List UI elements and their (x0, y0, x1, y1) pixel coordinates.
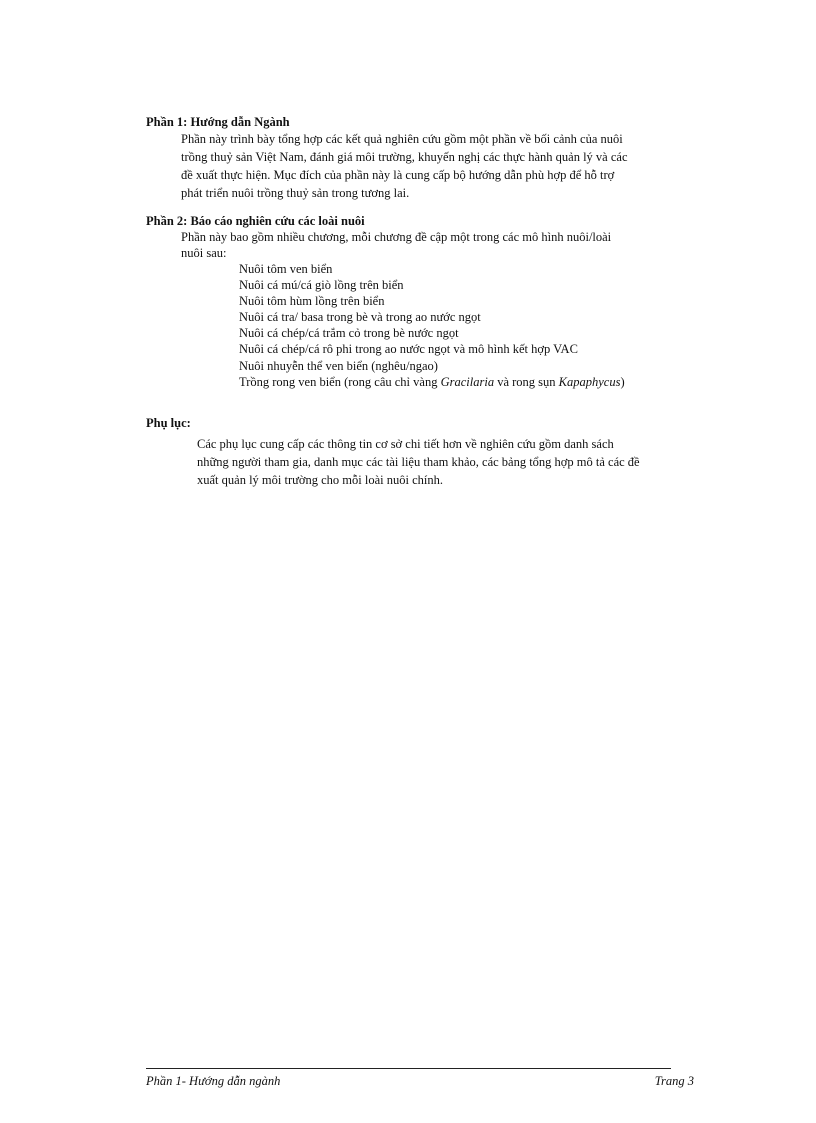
appendix-line: xuất quản lý môi trường cho mỗi loài nuôi chính. (197, 473, 443, 487)
section-part1 (146, 115, 706, 202)
list-item-seaweed (239, 374, 706, 390)
part2-intro (181, 229, 706, 261)
appendix-heading: Phụ lục: (146, 416, 191, 430)
list-item: Nuôi tôm hùm lồng trên biển (239, 294, 385, 309)
footer-section-title: Phần 1- Hướng dẫn ngành (146, 1074, 281, 1088)
list-item: Nuôi cá chép/cá trắm cỏ trong bè nước ngọt (239, 326, 459, 341)
list-item: Nuôi cá tra/ basa trong bè và trong ao nước ngọt (239, 310, 481, 325)
list-item: Nuôi cá chép/cá rô phi trong ao nước ngọt và mô hình kết hợp VAC (239, 342, 578, 357)
part1-line: đề xuất thực hiện. Mục đích của phần này là cung cấp bộ hướng dẫn phù hợp để hỗ trợ (181, 168, 615, 182)
part1-paragraph (181, 130, 706, 202)
appendix-line: Các phụ lục cung cấp các thông tin cơ sở chi tiết hơn về nghiên cứu gồm danh sách (197, 437, 614, 451)
seaweed-middle: và rong sụn (494, 374, 559, 389)
page-number: Trang 3 (654, 1074, 694, 1088)
part1-line: phát triển nuôi trồng thuỷ sản trong tương lai. (181, 186, 410, 200)
list-item: Nuôi cá mú/cá giò lồng trên biển (239, 278, 404, 293)
part1-line: trồng thuỷ sản Việt Nam, đánh giá môi trường, khuyến nghị các thực hành quản lý và các (181, 150, 628, 164)
part2-intro-line: Phần này bao gồm nhiều chương, mỗi chương đề cập một trong các mô hình nuôi/loài (181, 230, 612, 244)
seaweed-prefix: Trồng rong ven biển (rong câu chỉ vàng (239, 374, 441, 389)
list-item: Nuôi tôm ven biển (239, 262, 333, 276)
seaweed-suffix: ) (620, 374, 625, 389)
appendix-line: những người tham gia, danh mục các tài liệu tham khảo, các bảng tổng hợp mô tả các đề (197, 455, 640, 469)
part2-heading: Phần 2: Báo cáo nghiên cứu các loài nuôi (146, 214, 365, 228)
footer-divider (146, 1068, 671, 1069)
species-gracilaria: Gracilaria (440, 374, 495, 389)
species-kapaphycus: Kapaphycus (558, 374, 621, 389)
part2-intro-line: nuôi sau: (181, 246, 227, 260)
section-appendix (146, 416, 706, 489)
list-item: Nuôi nhuyễn thể ven biển (nghêu/ngao) (239, 358, 438, 373)
part1-line: Phần này trình bày tổng hợp các kết quả nghiên cứu gồm một phần về bối cảnh của nuôi (181, 132, 623, 146)
appendix-paragraph (197, 435, 706, 489)
section-part2 (146, 214, 706, 390)
part1-heading: Phần 1: Hướng dẫn Ngành (146, 115, 290, 129)
farming-model-list (239, 261, 706, 390)
